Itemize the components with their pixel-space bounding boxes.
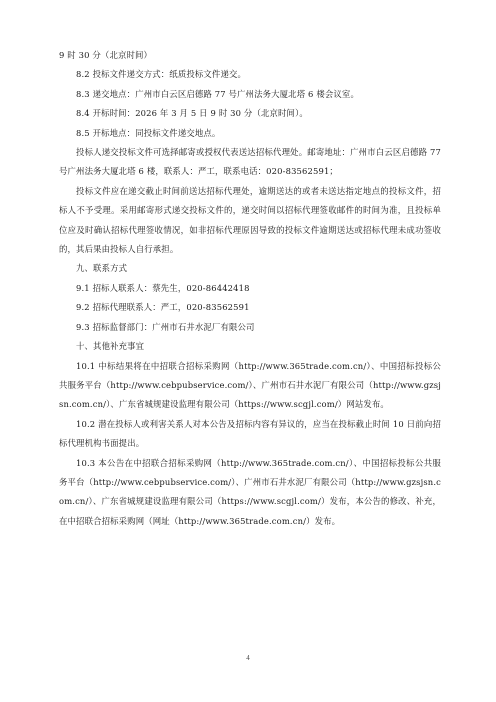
- paragraph: 8.4 开标时间：2026 年 3 月 5 日 9 时 30 分（北京时间）。: [76, 108, 308, 119]
- paragraph: 九、联系方式: [76, 263, 128, 274]
- paragraph: 9.3 招标监督部门：广州市石井水泥厂有限公司: [76, 321, 255, 332]
- paragraph: 8.3 递交地点：广州市白云区启德路 77 号广州法务大厦北塔 6 楼会议室。: [76, 88, 359, 99]
- paragraph: 9 时 30 分（北京时间）: [59, 50, 153, 60]
- paragraph: 10.1 中标结果将在中招联合招标采购网（http://www.365trade.com.cn/）、中国招标投标公共服务平台（http://www.cebpubservice.com/）、广州市石井水泥厂有限公司（http://www.gzsjsn.com.cn/）、广东省城规建设监理有限公司（https://www.scgjl.com/）网站发布。: [59, 360, 441, 410]
- paragraph: 投标文件应在递交截止时间前送达招标代理处，逾期送达的或者未送达指定地点的投标文件，招标人不予受理。采用邮寄形式递交投标文件的，递交时间以招标代理签收邮件的时间为准，且投标单位应及时确认招标代理签收情况，如非招标代理原因导致的投标文件逾期送达或招标代理未成功签收的，其后果由投标人自行承担。: [59, 185, 441, 255]
- paragraph: 10.2 潜在投标人或利害关系人对本公告及招标内容有异议的，应当在投标截止时间 10 日前向招标代理机构书面提出。: [59, 418, 441, 449]
- paragraph: 9.1 招标人联系人：蔡先生，020-86442418: [76, 282, 250, 293]
- document-body: [59, 46, 441, 531]
- paragraph: 10.3 本公告在中招联合招标采购网（http://www.365trade.com.cn/）、中国招标投标公共服务平台（http://www.cebpubservice.com/）、广州市石井水泥厂有限公司（http://www.gzsjsn.com.cn/）、广东省城规建设监理有限公司（https://www.scgjl.com/）发布，本公告的修改、补充，在中招联合招标采购网（网址（http://www.365trade.com.cn/）发布。: [59, 457, 441, 526]
- paragraph: 8.5 开标地点：同投标文件递交地点。: [76, 127, 221, 138]
- paragraph: 投标人递交投标文件可选择邮寄或授权代表送达招标代理处。邮寄地址：广州市白云区启德路 77 号广州法务大厦北塔 6 楼，联系人：严工，联系电话：020-83562591；: [59, 147, 441, 177]
- paragraph: 8.2 投标文件递交方式：纸质投标文件递交。: [76, 69, 247, 80]
- paragraph: 9.2 招标代理联系人：严工，020-83562591: [76, 302, 250, 313]
- paragraph: 十、其他补充事宜: [76, 341, 145, 352]
- page-number: 4: [246, 654, 250, 662]
